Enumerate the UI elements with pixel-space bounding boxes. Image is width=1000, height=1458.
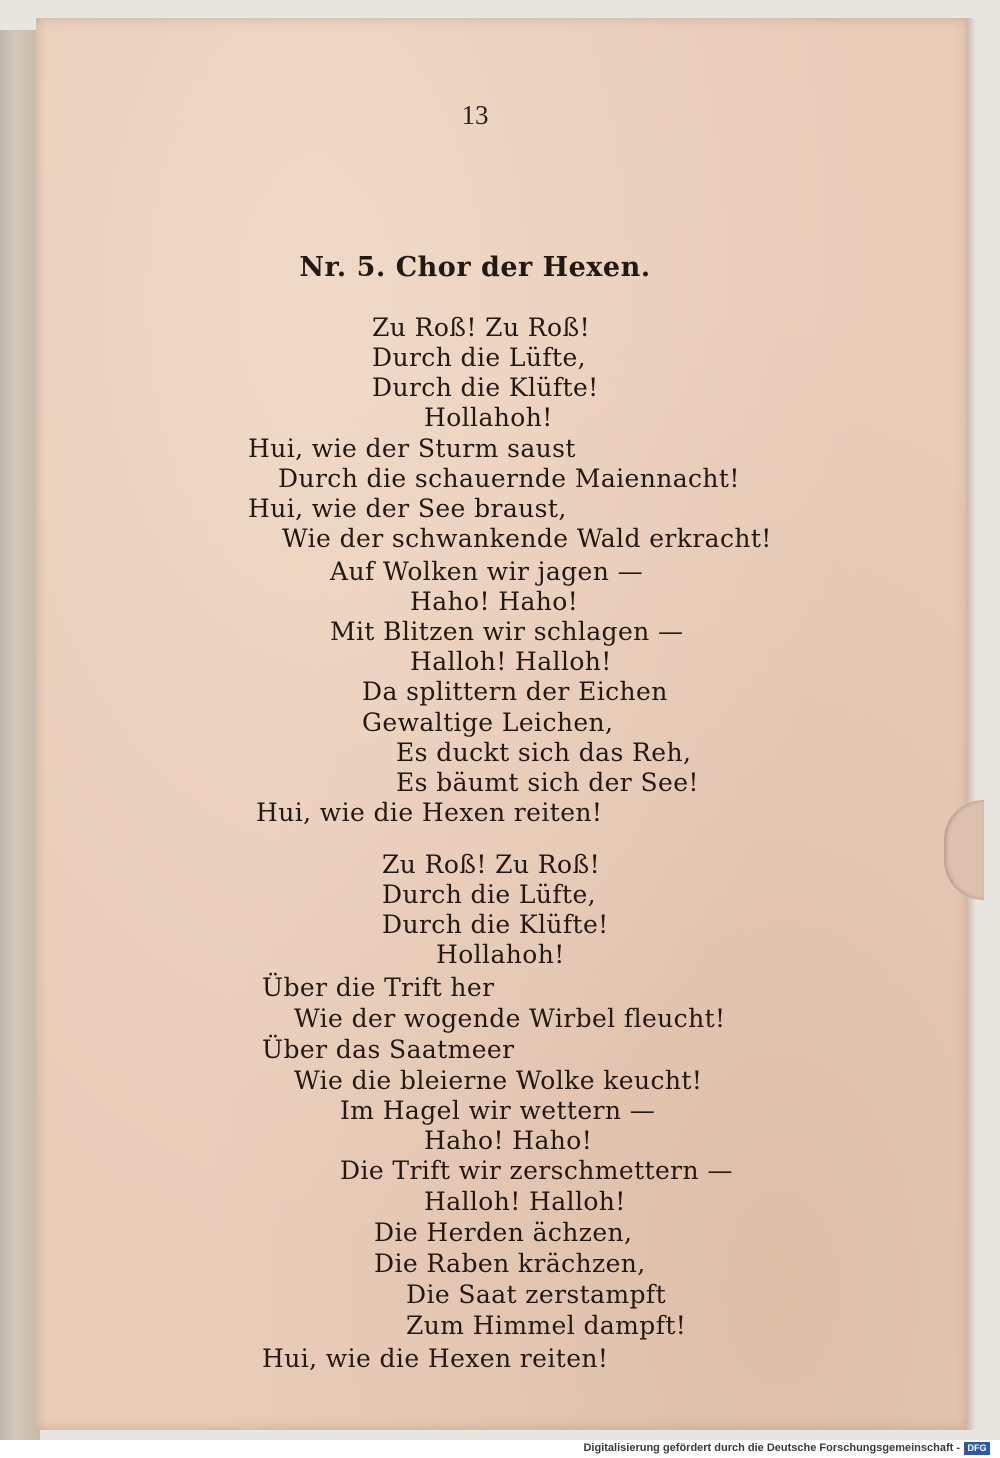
page-number: 13 [461,100,489,130]
verse-line: Über die Trift her [262,973,495,1002]
verse-line: Die Saat zerstampft [406,1280,667,1309]
verse-line: Gewaltige Leichen, [362,708,614,737]
verse-line: Zum Himmel dampft! [406,1311,687,1340]
verse-line: Es duckt sich das Reh, [396,738,692,767]
verse-line: Die Herden ächzen, [374,1218,633,1247]
verse-line: Wie der schwankende Wald erkracht! [282,524,772,553]
verse-line: Durch die Lüfte, [372,343,587,372]
section-heading: Nr. 5. Chor der Hexen. [299,252,651,283]
verse-line: Wie die bleierne Wolke keucht! [294,1066,703,1095]
verse-line: Durch die Lüfte, [382,880,597,909]
verse-line: Durch die Klüfte! [372,373,599,402]
verse-line: Haho! Haho! [424,1126,593,1155]
adjacent-page-edge [0,30,40,1440]
verse-line: Hollahoh! [436,940,565,969]
verse-line: Die Raben krächzen, [374,1249,646,1278]
verse-line: Es bäumt sich der See! [396,768,699,797]
verse-line: Zu Roß! Zu Roß! [382,850,601,879]
verse-line: Durch die Klüfte! [382,910,609,939]
verse-line: Zu Roß! Zu Roß! [372,313,591,342]
verse-line: Hui, wie der See braust, [248,494,567,523]
page-right-shadow [966,18,976,1430]
verse-line: Im Hagel wir wettern — [340,1096,656,1125]
verse-line: Hollahoh! [424,403,553,432]
verse-line: Halloh! Halloh! [424,1187,626,1216]
dfg-logo-icon: DFG [964,1442,990,1455]
verse-line: Halloh! Halloh! [410,647,612,676]
verse-line: Durch die schauernde Maiennacht! [278,464,740,493]
verse-line: Über das Saatmeer [262,1035,515,1064]
verse-line: Haho! Haho! [410,587,579,616]
verse-line: Hui, wie die Hexen reiten! [256,798,603,827]
verse-line: Die Trift wir zerschmettern — [340,1156,733,1185]
verse-line: Hui, wie der Sturm saust [248,434,576,463]
verse-line: Mit Blitzen wir schlagen — [330,617,684,646]
footer-credit: Digitalisierung gefördert durch die Deutsche Forschungsgemeinschaft - [583,1442,960,1454]
verse-line: Hui, wie die Hexen reiten! [262,1344,609,1373]
verse-line: Wie der wogende Wirbel fleucht! [294,1004,726,1033]
verse-line: Auf Wolken wir jagen — [330,557,643,586]
verse-line: Da splittern der Eichen [362,677,668,706]
